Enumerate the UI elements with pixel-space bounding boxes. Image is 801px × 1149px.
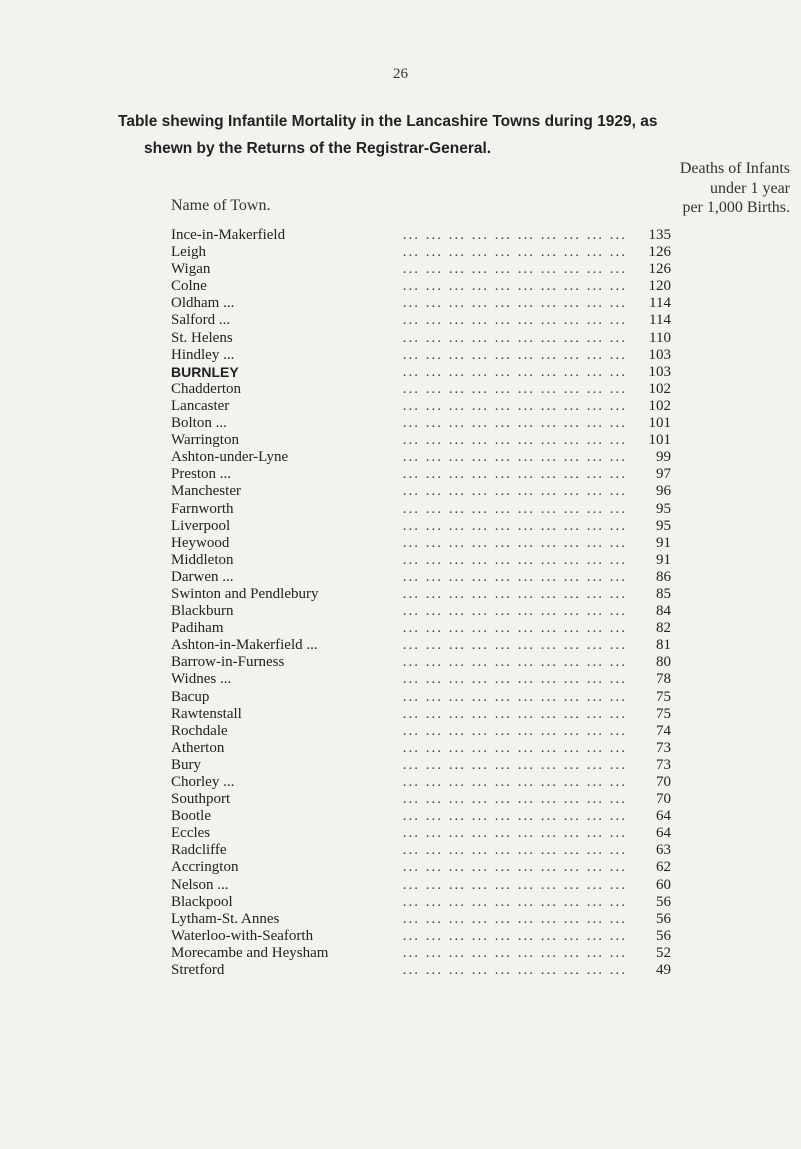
table-row	[171, 330, 671, 347]
leader-dots: ... ... ... ... ... ... ... ... ... ...	[402, 825, 627, 842]
table-row	[171, 398, 671, 415]
leader-dots: ... ... ... ... ... ... ... ... ... ...	[402, 432, 627, 449]
deaths-header-line-3: per 1,000 Births.	[682, 199, 790, 216]
table-row	[171, 723, 671, 740]
town-name: Accrington	[171, 859, 242, 876]
table-row	[171, 620, 671, 637]
mortality-rate: 86	[656, 568, 671, 585]
town-name: Oldham ...	[171, 295, 238, 312]
mortality-rate: 126	[648, 244, 671, 261]
table-row	[171, 518, 671, 535]
town-name: Bolton ...	[171, 415, 231, 432]
mortality-rate: 120	[648, 278, 671, 295]
table-row	[171, 842, 671, 859]
table-row	[171, 278, 671, 295]
leader-dots: ... ... ... ... ... ... ... ... ... ...	[402, 363, 627, 380]
town-name: Atherton	[171, 740, 228, 757]
town-name: Darwen ...	[171, 569, 237, 586]
deaths-header-line-2: under 1 year	[710, 179, 790, 197]
table-row	[171, 706, 671, 723]
mortality-rate: 96	[656, 483, 671, 500]
title-line-1: Table shewing Infantile Mortality in the Lancashire Towns during 1929, as	[118, 113, 658, 130]
mortality-rate: 114	[649, 295, 671, 312]
table-row	[171, 740, 671, 757]
table-row	[171, 569, 671, 586]
town-name: Radcliffe	[171, 842, 231, 859]
table-row	[171, 894, 671, 911]
leader-dots: ... ... ... ... ... ... ... ... ... ...	[402, 517, 627, 534]
mortality-rate: 97	[656, 466, 671, 483]
mortality-rate: 101	[648, 415, 671, 432]
mortality-rate: 73	[656, 739, 671, 756]
town-name: Blackburn	[171, 603, 237, 620]
table-row	[171, 586, 671, 603]
town-name: Swinton and Pendlebury	[171, 586, 323, 603]
mortality-rate: 75	[656, 688, 671, 705]
leader-dots: ... ... ... ... ... ... ... ... ... ...	[402, 534, 627, 551]
mortality-rate: 114	[649, 312, 671, 329]
mortality-rate: 49	[656, 962, 671, 979]
table-row	[171, 364, 671, 381]
leader-dots: ... ... ... ... ... ... ... ... ... ...	[402, 774, 627, 790]
town-name: Preston ...	[171, 466, 235, 483]
mortality-rate: 95	[656, 517, 671, 534]
town-name: St. Helens	[171, 330, 237, 347]
mortality-rate: 102	[648, 397, 671, 414]
leader-dots: ... ... ... ... ... ... ... ... ... ...	[402, 620, 627, 637]
mortality-rate: 101	[648, 432, 671, 449]
leader-dots: ... ... ... ... ... ... ... ... ... ...	[402, 346, 627, 363]
town-name: Southport	[171, 791, 234, 808]
leader-dots: ... ... ... ... ... ... ... ... ... ...	[402, 808, 627, 825]
leader-dots: ... ... ... ... ... ... ... ... ... ...	[402, 261, 627, 278]
table-row	[171, 911, 671, 928]
table-row	[171, 859, 671, 876]
table-title	[118, 108, 758, 162]
leader-dots: ... ... ... ... ... ... ... ... ... ...	[402, 244, 627, 261]
town-name: Stretford	[171, 962, 228, 979]
table-row	[171, 654, 671, 671]
table-row	[171, 466, 671, 483]
mortality-rate: 60	[656, 876, 671, 893]
leader-dots: ... ... ... ... ... ... ... ... ... ...	[402, 893, 627, 910]
town-name: Ashton-under-Lyne	[171, 449, 292, 466]
town-name: Heywood	[171, 535, 233, 552]
town-name: Eccles	[171, 825, 214, 842]
town-name: Chorley ...	[171, 774, 238, 791]
town-name: Rawtenstall	[171, 706, 246, 723]
leader-dots: ... ... ... ... ... ... ... ... ... ...	[402, 637, 627, 654]
table-row	[171, 295, 671, 312]
town-name: Chadderton	[171, 381, 245, 398]
mortality-rate: 73	[656, 756, 671, 773]
town-name: BURNLEY	[171, 364, 243, 381]
mortality-rate: 70	[656, 774, 671, 790]
mortality-rate: 84	[656, 603, 671, 620]
table-row	[171, 671, 671, 688]
mortality-rate: 95	[656, 500, 671, 517]
mortality-rate: 81	[656, 637, 671, 654]
leader-dots: ... ... ... ... ... ... ... ... ... ...	[402, 500, 627, 517]
table-row	[171, 415, 671, 432]
table-row	[171, 535, 671, 552]
town-name: Nelson ...	[171, 877, 233, 894]
deaths-header-line-1: Deaths of Infants	[679, 160, 790, 177]
table-row	[171, 312, 671, 329]
table-row	[171, 877, 671, 894]
leader-dots: ... ... ... ... ... ... ... ... ... ...	[402, 551, 627, 568]
mortality-rate: 64	[656, 808, 671, 825]
mortality-rate: 99	[656, 449, 671, 466]
leader-dots: ... ... ... ... ... ... ... ... ... ...	[402, 603, 627, 620]
town-name: Padiham	[171, 620, 228, 637]
mortality-rate: 80	[656, 654, 671, 671]
leader-dots: ... ... ... ... ... ... ... ... ... ...	[402, 380, 627, 397]
leader-dots: ... ... ... ... ... ... ... ... ... ...	[402, 585, 627, 602]
table-row	[171, 381, 671, 398]
leader-dots: ... ... ... ... ... ... ... ... ... ...	[402, 739, 627, 756]
table-row	[171, 689, 671, 706]
mortality-rate: 135	[648, 227, 671, 243]
mortality-rate: 78	[656, 671, 671, 688]
town-name: Waterloo-with-Seaforth	[171, 928, 317, 945]
table-row	[171, 552, 671, 569]
mortality-rate: 91	[656, 534, 671, 551]
page-number: 26	[393, 66, 408, 82]
table-row	[171, 928, 671, 945]
leader-dots: ... ... ... ... ... ... ... ... ... ...	[402, 329, 627, 346]
leader-dots: ... ... ... ... ... ... ... ... ... ...	[402, 756, 627, 773]
table-row	[171, 603, 671, 620]
leader-dots: ... ... ... ... ... ... ... ... ... ...	[402, 295, 627, 312]
leader-dots: ... ... ... ... ... ... ... ... ... ...	[402, 722, 627, 739]
town-name: Hindley ...	[171, 347, 238, 364]
leader-dots: ... ... ... ... ... ... ... ... ... ...	[402, 312, 627, 329]
mortality-rate: 56	[656, 910, 671, 927]
column-header-town: Name of Town.	[171, 197, 271, 214]
leader-dots: ... ... ... ... ... ... ... ... ... ...	[402, 927, 627, 944]
column-header-deaths	[560, 159, 790, 218]
table-row	[171, 483, 671, 500]
table-row	[171, 432, 671, 449]
mortality-table	[171, 227, 671, 979]
leader-dots: ... ... ... ... ... ... ... ... ... ...	[402, 842, 627, 859]
town-name: Middleton	[171, 552, 238, 569]
town-name: Rochdale	[171, 723, 232, 740]
leader-dots: ... ... ... ... ... ... ... ... ... ...	[402, 568, 627, 585]
mortality-rate: 63	[656, 842, 671, 859]
town-name: Salford ...	[171, 312, 234, 329]
town-name: Leigh	[171, 244, 210, 261]
leader-dots: ... ... ... ... ... ... ... ... ... ...	[402, 671, 627, 688]
mortality-rate: 52	[656, 944, 671, 961]
town-name: Bury	[171, 757, 205, 774]
mortality-rate: 56	[656, 893, 671, 910]
mortality-rate: 64	[656, 825, 671, 842]
leader-dots: ... ... ... ... ... ... ... ... ... ...	[402, 791, 627, 808]
leader-dots: ... ... ... ... ... ... ... ... ... ...	[402, 483, 627, 500]
town-name: Farnworth	[171, 501, 238, 518]
town-name: Liverpool	[171, 518, 234, 535]
town-name: Lancaster	[171, 398, 233, 415]
table-row	[171, 449, 671, 466]
table-row	[171, 244, 671, 261]
mortality-rate: 102	[648, 380, 671, 397]
mortality-rate: 62	[656, 859, 671, 876]
town-name: Lytham-St. Annes	[171, 911, 283, 928]
mortality-rate: 91	[656, 551, 671, 568]
mortality-rate: 103	[648, 363, 671, 380]
table-row	[171, 808, 671, 825]
table-row	[171, 637, 671, 654]
mortality-rate: 85	[656, 585, 671, 602]
leader-dots: ... ... ... ... ... ... ... ... ... ...	[402, 397, 627, 414]
title-line-2: shewn by the Returns of the Registrar-General.	[144, 140, 492, 157]
town-name: Wigan	[171, 261, 214, 278]
town-name: Ashton-in-Makerfield ...	[171, 637, 322, 654]
mortality-rate: 126	[648, 261, 671, 278]
table-row	[171, 347, 671, 364]
town-name: Morecambe and Heysham	[171, 945, 332, 962]
table-row	[171, 261, 671, 278]
leader-dots: ... ... ... ... ... ... ... ... ... ...	[402, 876, 627, 893]
mortality-rate: 56	[656, 927, 671, 944]
leader-dots: ... ... ... ... ... ... ... ... ... ...	[402, 944, 627, 961]
mortality-rate: 82	[656, 620, 671, 637]
mortality-rate: 75	[656, 705, 671, 722]
town-name: Bacup	[171, 689, 213, 706]
town-name: Ince-in-Makerfield	[171, 227, 289, 244]
mortality-rate: 110	[649, 329, 671, 346]
leader-dots: ... ... ... ... ... ... ... ... ... ...	[402, 705, 627, 722]
leader-dots: ... ... ... ... ... ... ... ... ... ...	[402, 962, 627, 979]
leader-dots: ... ... ... ... ... ... ... ... ... ...	[402, 449, 627, 466]
leader-dots: ... ... ... ... ... ... ... ... ... ...	[402, 466, 627, 483]
leader-dots: ... ... ... ... ... ... ... ... ... ...	[402, 227, 627, 243]
leader-dots: ... ... ... ... ... ... ... ... ... ...	[402, 278, 627, 295]
leader-dots: ... ... ... ... ... ... ... ... ... ...	[402, 859, 627, 876]
town-name: Barrow-in-Furness	[171, 654, 288, 671]
table-row	[171, 791, 671, 808]
table-row	[171, 825, 671, 842]
table-row	[171, 945, 671, 962]
town-name: Manchester	[171, 483, 245, 500]
leader-dots: ... ... ... ... ... ... ... ... ... ...	[402, 688, 627, 705]
table-row	[171, 962, 671, 979]
table-row	[171, 227, 671, 244]
mortality-rate: 70	[656, 791, 671, 808]
mortality-rate: 103	[648, 346, 671, 363]
town-name: Warrington	[171, 432, 243, 449]
mortality-rate: 74	[656, 722, 671, 739]
town-name: Widnes ...	[171, 671, 235, 688]
leader-dots: ... ... ... ... ... ... ... ... ... ...	[402, 910, 627, 927]
town-name: Blackpool	[171, 894, 237, 911]
table-row	[171, 774, 671, 791]
town-name: Bootle	[171, 808, 215, 825]
table-row	[171, 757, 671, 774]
leader-dots: ... ... ... ... ... ... ... ... ... ...	[402, 415, 627, 432]
leader-dots: ... ... ... ... ... ... ... ... ... ...	[402, 654, 627, 671]
town-name: Colne	[171, 278, 211, 295]
table-row	[171, 501, 671, 518]
